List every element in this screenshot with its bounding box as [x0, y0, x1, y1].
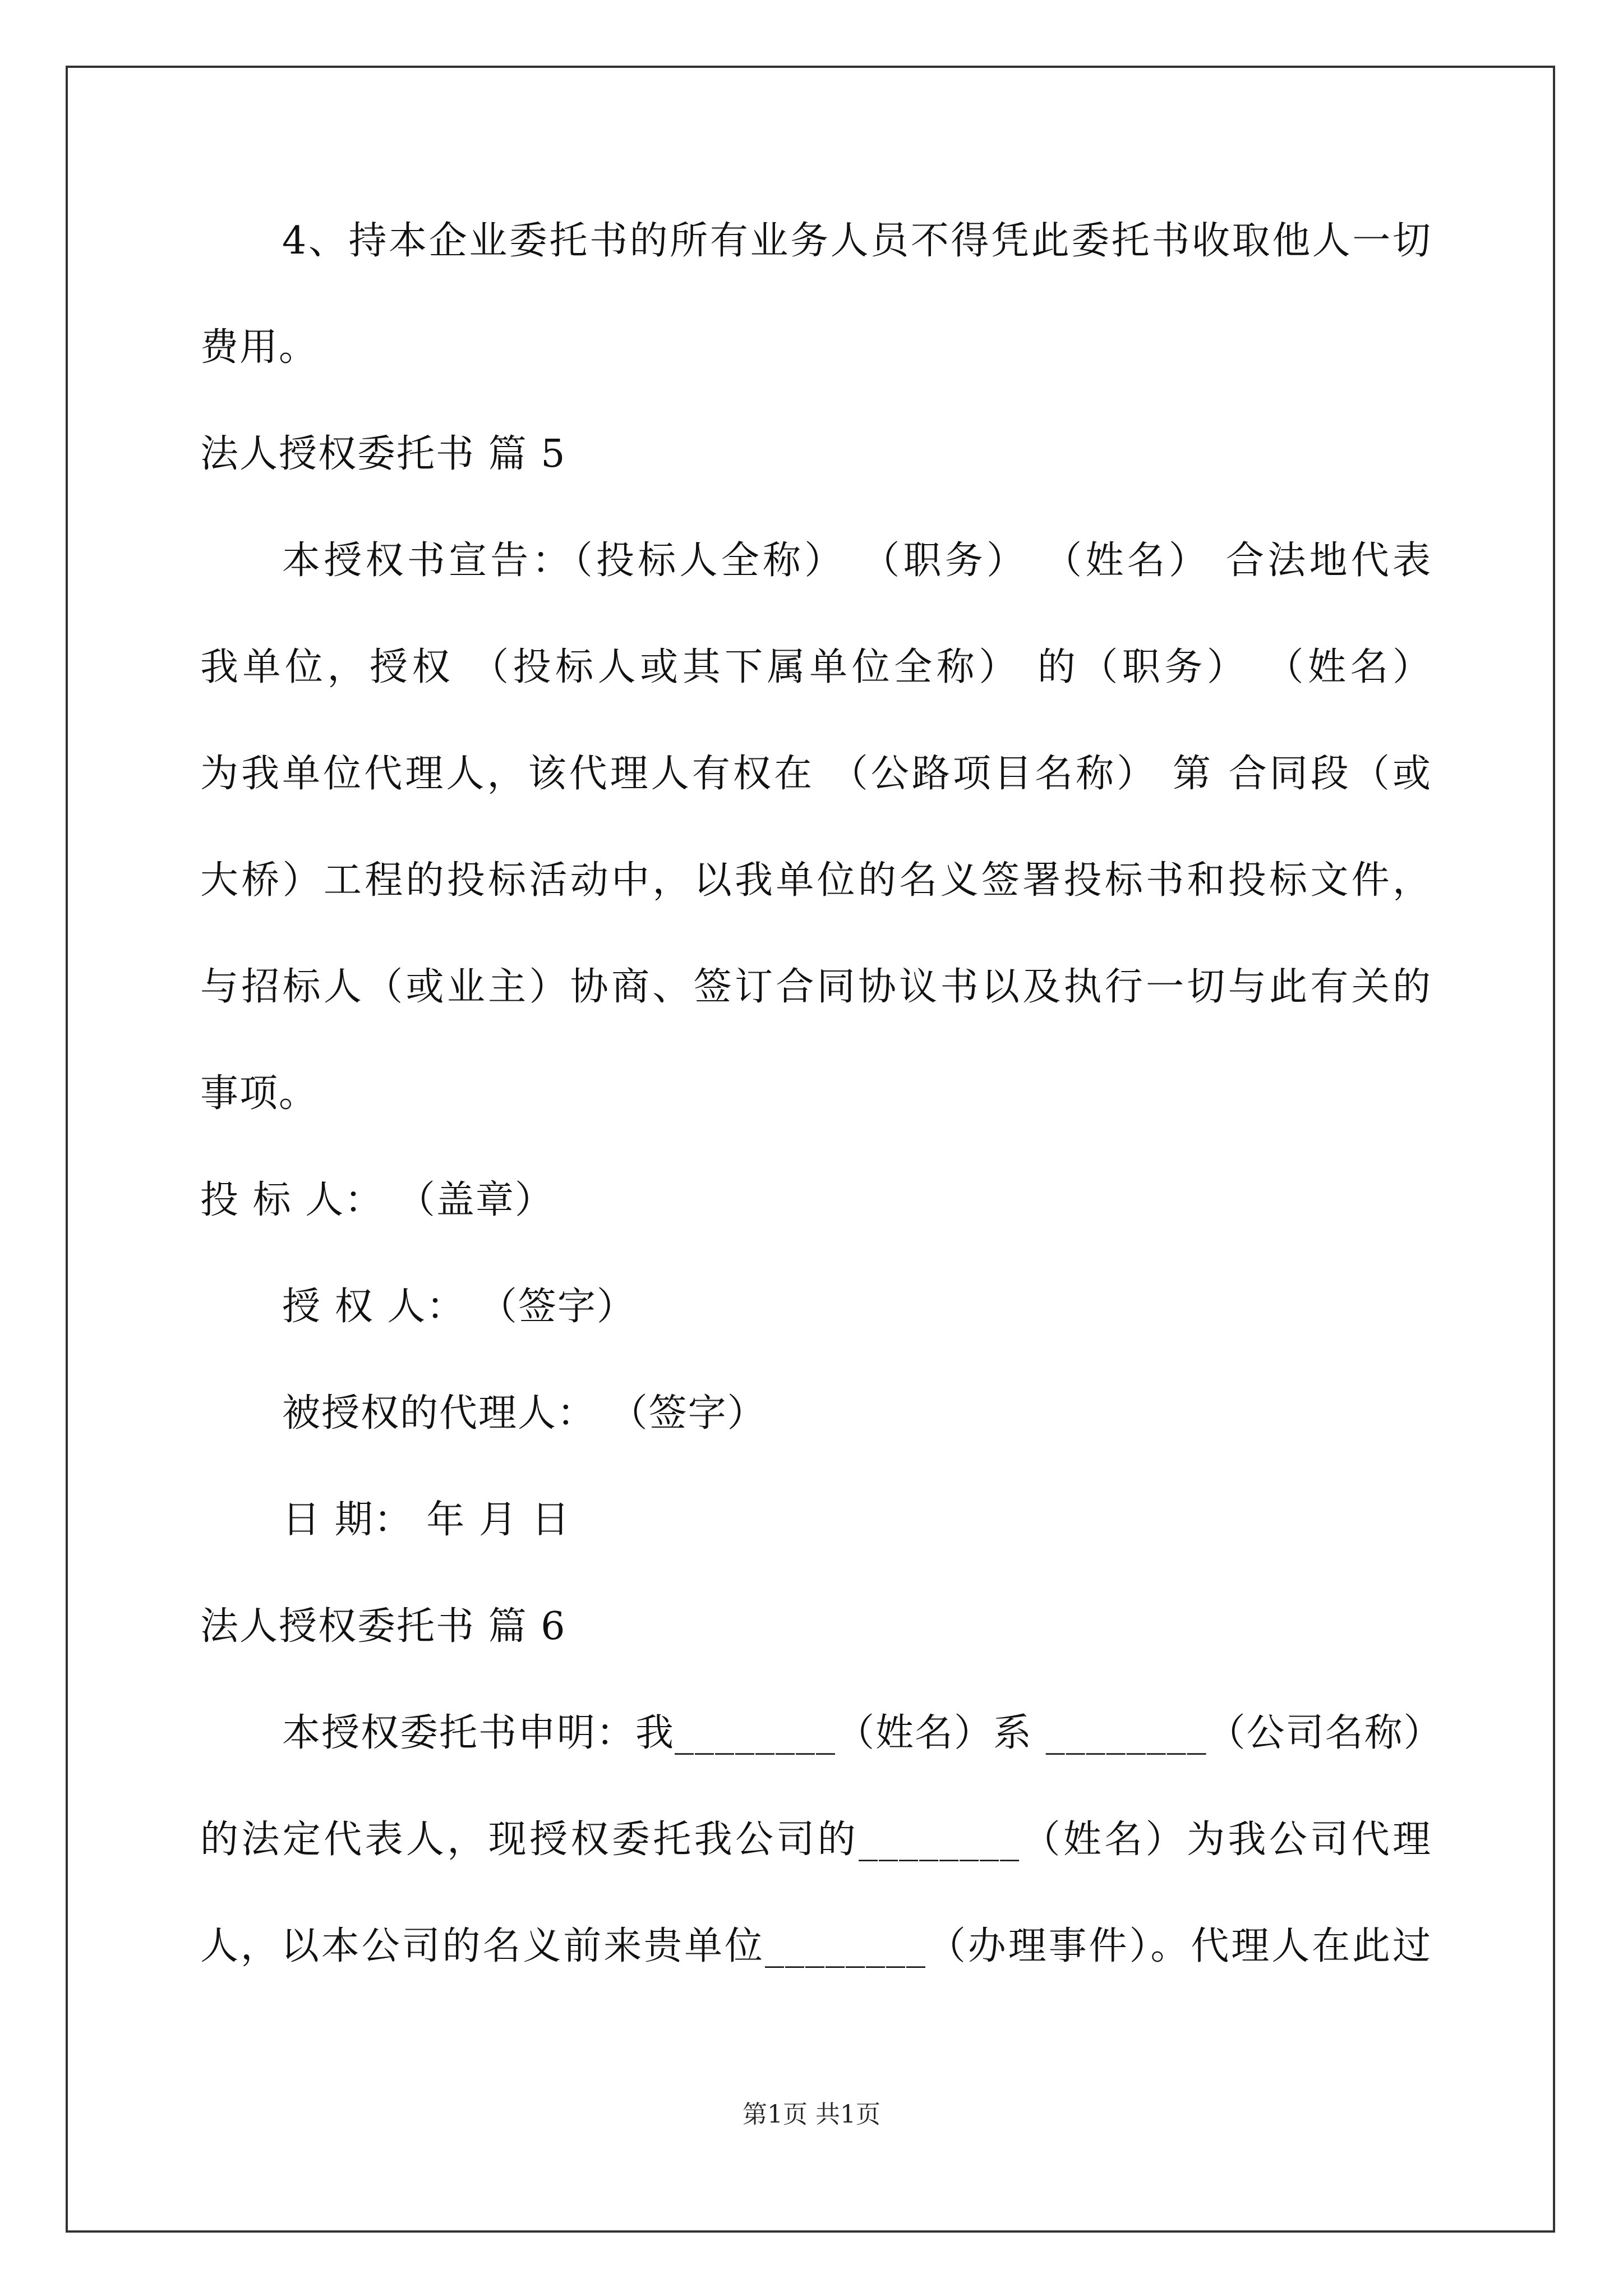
date-field: 日 期： 年 月 日 — [282, 1498, 571, 1542]
section-heading: 法人授权委托书 篇 6 — [200, 1604, 566, 1649]
paragraph-line: 本授权委托书申明：我________（姓名）系 ________（公司名称） — [282, 1711, 1443, 1755]
page-footer: 第1页 共1页 — [743, 2100, 880, 2129]
signature-field-agent: 被授权的代理人： （签字） — [282, 1391, 767, 1435]
paragraph-line: 4、持本企业委托书的所有业务人员不得凭此委托书收取他人一切 — [282, 219, 1432, 263]
paragraph-line: 的法定代表人，现授权委托我公司的________（姓名）为我公司代理 — [200, 1818, 1432, 1862]
paragraph-line: 为我单位代理人，该代理人有权在 （公路项目名称） 第 合同段（或 — [200, 752, 1432, 796]
paragraph-line: 人，以本公司的名义前来贵单位________（办理事件）。代理人在此过 — [200, 1924, 1432, 1968]
section-heading: 法人授权委托书 篇 5 — [200, 432, 566, 476]
paragraph-line: 事项。 — [200, 1071, 319, 1116]
signature-field-authorizer: 授 权 人： （签字） — [282, 1285, 636, 1329]
page-border — [66, 66, 1555, 2233]
paragraph-line: 我单位，授权 （投标人或其下属单位全称） 的（职务） （姓名） — [200, 645, 1432, 689]
paragraph-line: 与招标人（或业主）协商、签订合同协议书以及执行一切与此有关的 — [200, 965, 1432, 1009]
paragraph-line: 本授权书宣告：（投标人全称） （职务） （姓名） 合法地代表 — [282, 539, 1432, 583]
signature-field-bidder: 投 标 人： （盖章） — [200, 1178, 554, 1222]
paragraph-line: 大桥）工程的投标活动中，以我单位的名义签署投标书和投标文件， — [200, 858, 1432, 903]
paragraph-line: 费用。 — [200, 325, 319, 370]
